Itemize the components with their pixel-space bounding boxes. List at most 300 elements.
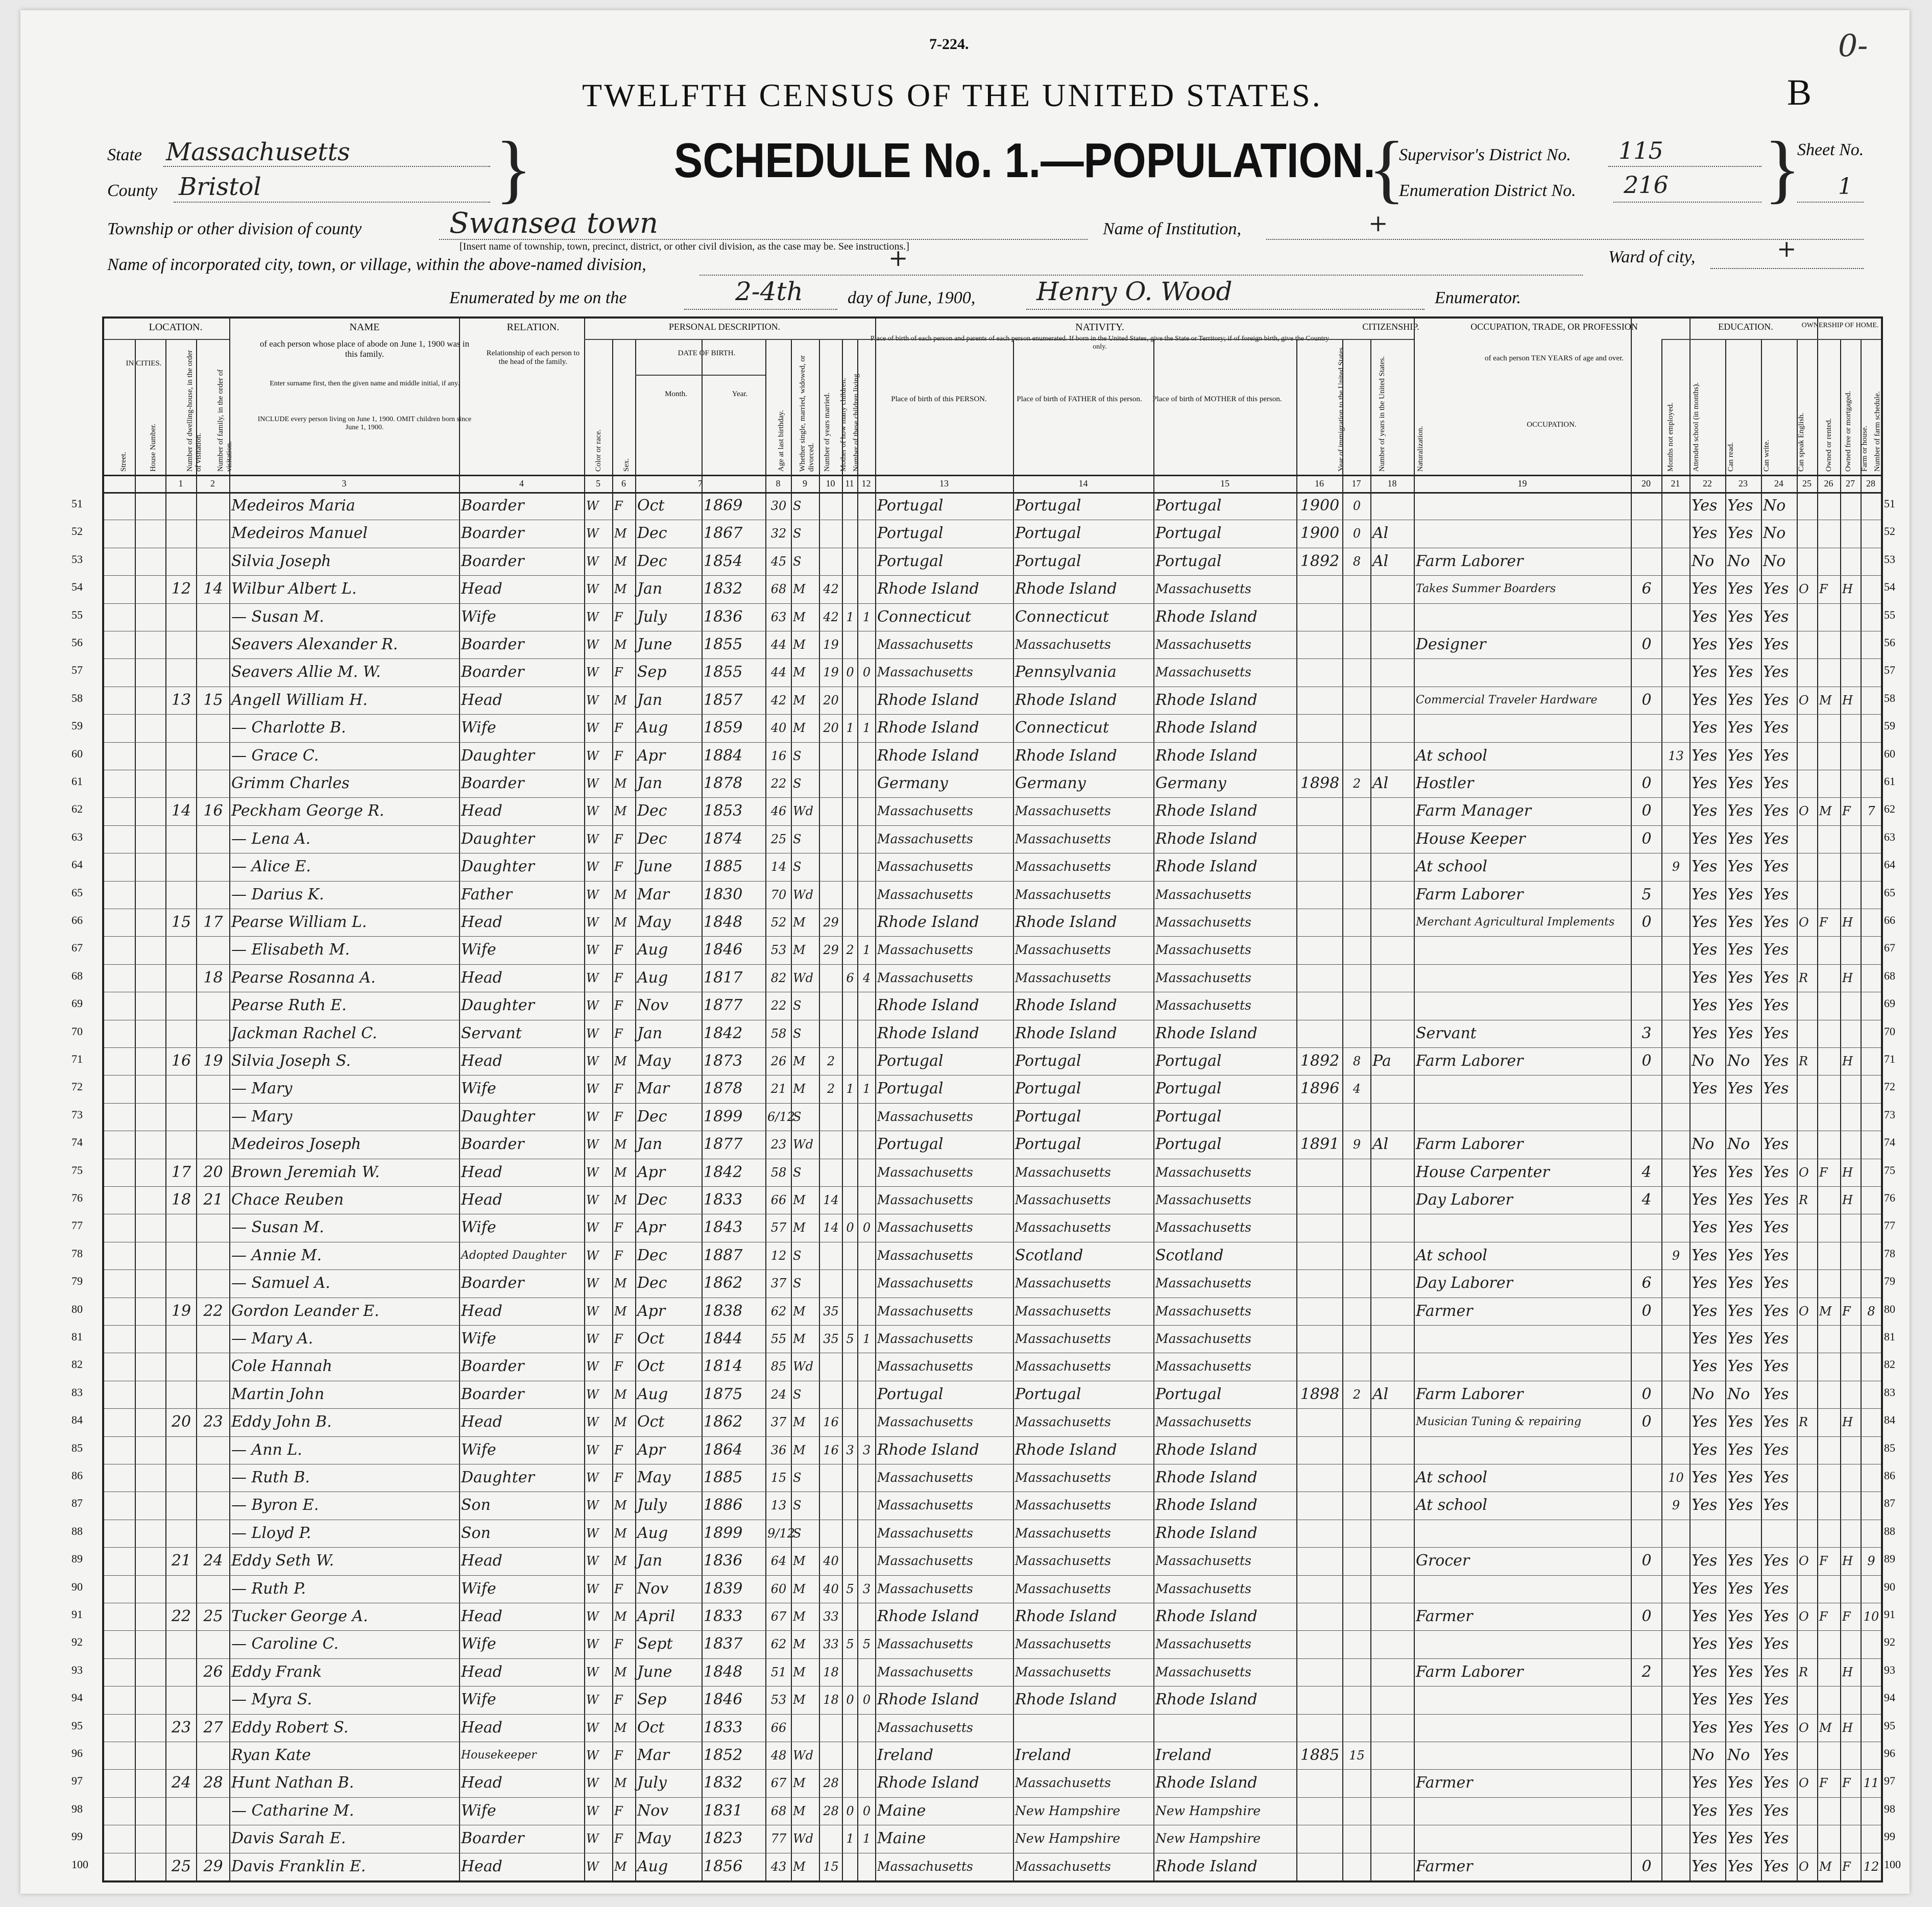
cell-race: W (586, 554, 599, 569)
cell-fm: F (1819, 582, 1828, 597)
county-rule (174, 202, 490, 203)
cell-mar: M (793, 693, 806, 707)
cell-wr: Yes (1727, 719, 1753, 737)
row-number: 88 (71, 1524, 83, 1537)
cell-fh: F (1842, 1776, 1851, 1791)
cell-name: — Susan M. (231, 607, 324, 626)
table-row (104, 1047, 1881, 1075)
cell-en: Yes (1763, 802, 1789, 820)
cell-sex: F (614, 609, 623, 624)
cell-wr: No (1727, 1052, 1750, 1070)
cell-en: Yes (1763, 1246, 1789, 1264)
cell-fm: F (1819, 915, 1828, 930)
cell-pm: Massachusetts (1155, 665, 1251, 680)
cell-sex: F (614, 970, 623, 985)
cell-mar: S (793, 554, 802, 569)
cell-pf: Germany (1015, 774, 1086, 792)
cell-dw: 18 (171, 1191, 191, 1209)
cell-race: W (586, 1581, 599, 1596)
cell-fh: H (1842, 1720, 1853, 1735)
cell-wr: Yes (1727, 829, 1753, 848)
cell-fm: M (1819, 1859, 1832, 1874)
cell-ch: 1 (846, 1082, 854, 1096)
cell-rel: Daughter (461, 996, 535, 1015)
cell-wr: Yes (1727, 1552, 1753, 1570)
dob-header: DATE OF BIRTH. (678, 349, 736, 357)
cell-occ: At school (1416, 858, 1487, 876)
cell-sex: M (614, 1387, 627, 1402)
cell-dw: 21 (171, 1552, 191, 1570)
cell-en: Yes (1763, 1469, 1789, 1486)
cell-mo: June (637, 858, 672, 876)
cell-age: 66 (770, 1193, 787, 1207)
cell-rel: Wife (461, 1635, 496, 1653)
cell-race: W (586, 638, 599, 652)
cell-unemp: 0 (1641, 802, 1652, 820)
cell-mar: M (793, 721, 806, 736)
cell-rel: Son (461, 1496, 491, 1514)
cell-en: Yes (1763, 1163, 1789, 1181)
cell-age: 85 (770, 1359, 787, 1374)
cell-wr: Yes (1727, 746, 1753, 765)
cell-sex: M (614, 1720, 627, 1735)
column-number: 25 (1802, 478, 1812, 488)
cell-yr: 1875 (704, 1385, 743, 1403)
cell-pm: Rhode Island (1155, 1024, 1258, 1042)
cell-mo: Jan (637, 1024, 663, 1042)
street-header: Street. (119, 452, 128, 472)
cell-race: W (586, 1831, 599, 1846)
row-number: 65 (1884, 886, 1895, 899)
cell-age: 9/12 (767, 1526, 795, 1541)
cell-yr: 1899 (704, 1107, 743, 1126)
table-row (104, 742, 1881, 770)
cell-ym: 42 (823, 582, 839, 597)
table-row (104, 1575, 1881, 1603)
ward-value: + (1777, 235, 1797, 262)
cell-age: 53 (770, 1693, 787, 1707)
cell-mo: Oct (637, 1330, 665, 1348)
cell-wr: Yes (1727, 774, 1753, 792)
cell-cl: 1 (862, 721, 871, 736)
cell-pb: Massachusetts (877, 1553, 973, 1569)
row-number: 73 (71, 1108, 83, 1121)
cell-wr: Yes (1727, 1801, 1753, 1820)
color-header: Color or race. (594, 429, 602, 472)
row-number: 70 (1884, 1024, 1895, 1038)
cell-pb: Rhode Island (877, 1607, 979, 1625)
cell-mar: S (793, 499, 802, 513)
cell-pb: Massachusetts (877, 637, 973, 652)
row-number: 86 (1884, 1469, 1895, 1482)
cell-fh: F (1842, 1609, 1851, 1624)
cell-occ: Servant (1416, 1024, 1477, 1042)
cell-rel: Boarder (461, 552, 524, 570)
cell-age: 43 (770, 1859, 787, 1874)
cell-name: Gordon Leander E. (231, 1302, 379, 1320)
cell-name: — Elisabeth M. (231, 941, 350, 959)
cell-race: W (586, 499, 599, 513)
cell-wr: Yes (1727, 1163, 1753, 1181)
row-number: 82 (71, 1358, 83, 1371)
table-row (104, 1436, 1881, 1464)
row-number: 54 (71, 580, 83, 594)
cell-yr: 1837 (704, 1635, 743, 1653)
cell-unemp: 2 (1641, 1662, 1652, 1681)
cell-yr: 1874 (704, 829, 743, 848)
cell-en: Yes (1763, 1801, 1789, 1820)
cell-mo: Jan (637, 774, 663, 792)
cell-occ: Grocer (1416, 1552, 1470, 1570)
cell-mar: M (793, 943, 806, 958)
cell-en: Yes (1763, 719, 1789, 737)
cell-wr: Yes (1727, 1691, 1753, 1709)
cell-rel: Wife (461, 1440, 496, 1459)
table-row (104, 770, 1881, 797)
cell-rel: Daughter (461, 829, 535, 848)
cell-fh: F (1842, 1304, 1851, 1318)
ward-label: Ward of city, (1608, 248, 1696, 266)
cell-yr: 1836 (704, 607, 743, 626)
cell-name: — Susan M. (231, 1218, 324, 1237)
cell-sex: M (614, 526, 627, 541)
cell-rd: Yes (1692, 1718, 1718, 1737)
cell-pm: Portugal (1155, 1052, 1222, 1070)
cell-pm: Rhode Island (1155, 1524, 1258, 1542)
cell-sex: M (614, 804, 627, 819)
cell-age: 62 (770, 1304, 787, 1318)
cell-sex: F (614, 1748, 623, 1763)
cell-fm: F (1819, 1554, 1828, 1569)
immigration-header: Year of immigration to the United States. (1337, 345, 1345, 472)
cell-pf: Portugal (1015, 1135, 1081, 1154)
table-row (104, 631, 1881, 658)
cell-en: Yes (1763, 1413, 1789, 1431)
cell-occ: Farmer (1416, 1857, 1473, 1875)
cell-att: 13 (1668, 748, 1684, 763)
row-number: 89 (1884, 1552, 1895, 1566)
cell-sex: M (614, 1526, 627, 1541)
cell-own: O (1799, 1859, 1809, 1874)
cell-mar: S (793, 748, 802, 763)
cell-pb: Massachusetts (877, 1498, 973, 1513)
cell-pf: Portugal (1015, 552, 1081, 570)
cell-dw: 12 (171, 580, 191, 598)
sheet-no-value: 1 (1838, 174, 1852, 200)
ownership-header: OWNERSHIP OF HOME. (1801, 322, 1879, 329)
cell-rel: Head (461, 1191, 503, 1209)
row-number: 79 (71, 1275, 83, 1288)
row-number: 78 (1884, 1246, 1895, 1260)
cell-pf: Massachusetts (1015, 1859, 1111, 1874)
cell-pm: New Hampshire (1155, 1831, 1261, 1846)
cell-en: Yes (1763, 1607, 1789, 1625)
cell-en: Yes (1763, 1052, 1789, 1070)
cell-own: O (1799, 804, 1809, 819)
cell-mo: Oct (637, 1357, 665, 1376)
cell-yr: 1814 (704, 1357, 743, 1376)
cell-pb: Massachusetts (877, 831, 973, 846)
cell-sex: F (614, 721, 623, 736)
cell-pf: Portugal (1015, 497, 1081, 515)
cell-age: 51 (770, 1665, 787, 1679)
cell-age: 22 (770, 776, 787, 791)
row-number: 85 (1884, 1441, 1895, 1454)
cell-fh: H (1842, 1193, 1853, 1207)
cell-rel: Boarder (461, 663, 524, 681)
cell-fh: H (1842, 1554, 1853, 1569)
cell-unemp: 4 (1641, 1163, 1652, 1181)
cell-name: — Catharine M. (231, 1801, 354, 1820)
name-header: NAME (349, 322, 380, 333)
cell-sex: F (614, 1109, 623, 1124)
cell-rel: Son (461, 1524, 491, 1542)
row-number: 96 (71, 1747, 83, 1759)
cell-sex: M (614, 1137, 627, 1152)
cell-race: W (586, 1609, 599, 1624)
cell-rel: Boarder (461, 1385, 524, 1403)
cell-wr: Yes (1727, 1218, 1753, 1237)
cell-rd: Yes (1692, 691, 1718, 709)
table-row (104, 658, 1881, 686)
cell-att: 9 (1672, 1498, 1680, 1513)
citizenship-header: CITIZENSHIP. (1362, 322, 1419, 332)
cell-rel: Wife (461, 1691, 496, 1709)
cell-age: 58 (770, 1165, 787, 1180)
personal-header: PERSONAL DESCRIPTION. (668, 322, 781, 332)
left-brace: } (495, 126, 532, 211)
cell-rel: Wife (461, 1801, 496, 1820)
cell-mo: Sept (637, 1635, 673, 1653)
cell-yr: 1862 (704, 1274, 743, 1292)
header-rule (584, 339, 875, 340)
cell-occ: Farm Manager (1416, 802, 1532, 820)
cell-ym: 19 (823, 638, 839, 652)
cell-wr: No (1727, 1385, 1750, 1403)
cell-age: 26 (770, 1054, 787, 1068)
cell-name: — Byron E. (231, 1496, 319, 1514)
cell-name: Angell William H. (231, 691, 368, 709)
cell-mar: S (793, 998, 802, 1013)
cell-mar: S (793, 776, 802, 791)
cell-yr: 1877 (704, 1135, 743, 1154)
cell-sex: F (614, 943, 623, 958)
cell-sex: F (614, 1359, 623, 1374)
cell-sex: F (614, 1332, 623, 1346)
cell-pf: Massachusetts (1015, 1525, 1111, 1541)
row-number: 76 (1884, 1191, 1895, 1204)
cell-rd: Yes (1692, 913, 1718, 931)
cell-pm: Massachusetts (1155, 581, 1251, 597)
cell-yr: 1832 (704, 580, 743, 598)
cell-mo: May (637, 1052, 671, 1070)
table-row (104, 1020, 1881, 1047)
cell-mar: M (793, 1054, 806, 1068)
cell-unemp: 4 (1641, 1191, 1652, 1209)
cell-name: Brown Jeremiah W. (231, 1163, 380, 1181)
cell-mo: Jan (637, 1135, 663, 1154)
column-number: 9 (803, 478, 807, 488)
cell-rel: Daughter (461, 1107, 535, 1126)
cell-pm: Massachusetts (1155, 1664, 1251, 1679)
cell-pm: Portugal (1155, 1135, 1222, 1154)
cell-pf: Pennsylvania (1015, 663, 1117, 681)
cell-rd: Yes (1692, 1774, 1718, 1792)
name-instr2: INCLUDE every person living on June 1, 1900. OMIT children born since June 1, 1900. (257, 415, 472, 432)
cell-rel: Boarder (461, 1357, 524, 1376)
cell-sex: F (614, 499, 623, 513)
cell-pb: Rhode Island (877, 746, 979, 765)
cell-rd: Yes (1692, 1579, 1718, 1598)
cell-mo: Dec (637, 552, 667, 570)
cell-dw: 24 (171, 1774, 191, 1792)
row-number: 66 (71, 914, 83, 926)
cell-rd: Yes (1692, 996, 1718, 1015)
cell-pm: Massachusetts (1155, 1164, 1251, 1180)
cell-pb: Portugal (877, 1385, 944, 1403)
cell-age: 67 (770, 1609, 787, 1624)
supervisor-rule (1608, 166, 1761, 167)
cell-fh: H (1842, 1054, 1853, 1068)
cell-pf: Massachusetts (1015, 887, 1111, 902)
relation-desc: Relationship of each person to the head of the family. (486, 349, 580, 366)
cell-en: Yes (1763, 663, 1789, 681)
column-number: 20 (1641, 478, 1651, 488)
cell-age: 42 (770, 693, 787, 707)
cell-name: Hunt Nathan B. (231, 1774, 354, 1792)
cell-age: 44 (770, 638, 787, 652)
cell-ym: 14 (823, 1193, 839, 1207)
cell-pm: Massachusetts (1155, 915, 1251, 930)
cell-mar: S (793, 1387, 802, 1402)
mother-of-header: Mother of how many children. (839, 378, 848, 472)
row-number: 79 (1884, 1275, 1895, 1288)
cell-ym: 28 (823, 1776, 839, 1791)
cell-sex: M (614, 1276, 627, 1291)
cell-mo: Mar (637, 885, 669, 903)
cell-pf: Rhode Island (1015, 691, 1117, 709)
cell-race: W (586, 1693, 599, 1707)
cell-wr: Yes (1727, 1357, 1753, 1376)
cell-rd: Yes (1692, 968, 1718, 987)
cell-rd: No (1692, 1746, 1714, 1764)
cell-imm: 1891 (1300, 1135, 1340, 1154)
cell-name: Medeiros Manuel (231, 524, 368, 543)
cell-rd: Yes (1692, 1330, 1718, 1348)
cell-pm: Rhode Island (1155, 829, 1258, 848)
cell-name: Seavers Alexander R. (231, 635, 398, 653)
row-number: 99 (1884, 1830, 1895, 1843)
row-number: 66 (1884, 914, 1895, 926)
row-number: 62 (71, 802, 83, 816)
cell-en: Yes (1763, 1218, 1789, 1237)
cell-own: O (1799, 693, 1809, 707)
cell-age: 48 (770, 1748, 787, 1763)
column-number: 28 (1866, 478, 1875, 488)
cell-mar: M (793, 1332, 806, 1346)
table-row (104, 1464, 1881, 1492)
cell-pm: Massachusetts (1155, 1636, 1251, 1652)
cell-ch: 6 (846, 970, 854, 985)
cell-rd: Yes (1692, 635, 1718, 653)
cell-yr: 1844 (704, 1330, 743, 1348)
row-number: 62 (1884, 802, 1895, 816)
cell-fh: H (1842, 1165, 1853, 1180)
row-number: 52 (1884, 525, 1895, 538)
cell-occ: At school (1416, 1469, 1487, 1486)
cell-mo: Nov (637, 1801, 669, 1820)
cell-sex: M (614, 638, 627, 652)
enumerator-rule (1026, 309, 1424, 310)
cell-yr: 1823 (704, 1829, 743, 1848)
cell-name: — Charlotte B. (231, 719, 346, 737)
cell-fh: H (1842, 915, 1853, 930)
cell-en: Yes (1763, 829, 1789, 848)
cell-ch: 3 (846, 1443, 854, 1457)
months-unemployed-header: Months not employed. (1667, 402, 1675, 472)
cell-yus: 0 (1353, 526, 1361, 541)
cell-yr: 1839 (704, 1579, 743, 1598)
cell-occ: Farm Laborer (1416, 1385, 1524, 1403)
cell-rd: Yes (1692, 663, 1718, 681)
row-number: 91 (71, 1608, 83, 1621)
cell-yr: 1869 (704, 497, 743, 515)
cell-ym: 29 (823, 915, 839, 930)
township-note: [Insert name of township, town, precinct, district, or other civil division, as the case may be. See instructions.] (460, 241, 909, 252)
cell-unemp: 0 (1641, 635, 1652, 653)
cell-name: Pearse William L. (231, 913, 367, 931)
cell-sex: M (614, 1665, 627, 1679)
cell-name: Silvia Joseph (231, 552, 331, 570)
cell-wr: Yes (1727, 524, 1753, 543)
location-header: LOCATION. (149, 322, 203, 333)
cell-pm: Rhode Island (1155, 858, 1258, 876)
cell-rd: Yes (1692, 1857, 1718, 1875)
enumerator-name: Henry O. Wood (1036, 277, 1233, 306)
cell-fh: H (1842, 693, 1853, 707)
cell-name: Davis Franklin E. (231, 1857, 366, 1875)
row-number: 63 (1884, 830, 1895, 843)
cell-pf: New Hampshire (1015, 1831, 1121, 1846)
cell-wr: Yes (1727, 1635, 1753, 1653)
cell-rd: Yes (1692, 1801, 1718, 1820)
cell-name: — Ruth B. (231, 1469, 310, 1486)
table-row (104, 797, 1881, 825)
cell-race: W (586, 860, 599, 874)
cell-age: 62 (770, 1637, 787, 1652)
cell-pf: Portugal (1015, 524, 1081, 543)
cell-mar: M (793, 665, 806, 680)
cell-rd: Yes (1692, 1662, 1718, 1681)
cell-imm: 1885 (1300, 1746, 1340, 1764)
cell-rd: Yes (1692, 1413, 1718, 1431)
cell-pb: Massachusetts (877, 803, 973, 819)
cell-en: Yes (1763, 1330, 1789, 1348)
table-row (104, 964, 1881, 992)
row-number: 94 (71, 1691, 83, 1704)
cell-yr: 1884 (704, 746, 743, 765)
cell-cl: 1 (862, 609, 871, 624)
cell-cl: 1 (862, 943, 871, 958)
table-row (104, 1853, 1881, 1880)
cell-en: Yes (1763, 1857, 1789, 1875)
cell-mo: Aug (637, 968, 668, 987)
cell-wr: Yes (1727, 1440, 1753, 1459)
row-number: 61 (71, 775, 83, 788)
cell-wr: Yes (1727, 1024, 1753, 1042)
cell-yus: 2 (1353, 1387, 1361, 1402)
cell-mo: Apr (637, 1163, 666, 1181)
